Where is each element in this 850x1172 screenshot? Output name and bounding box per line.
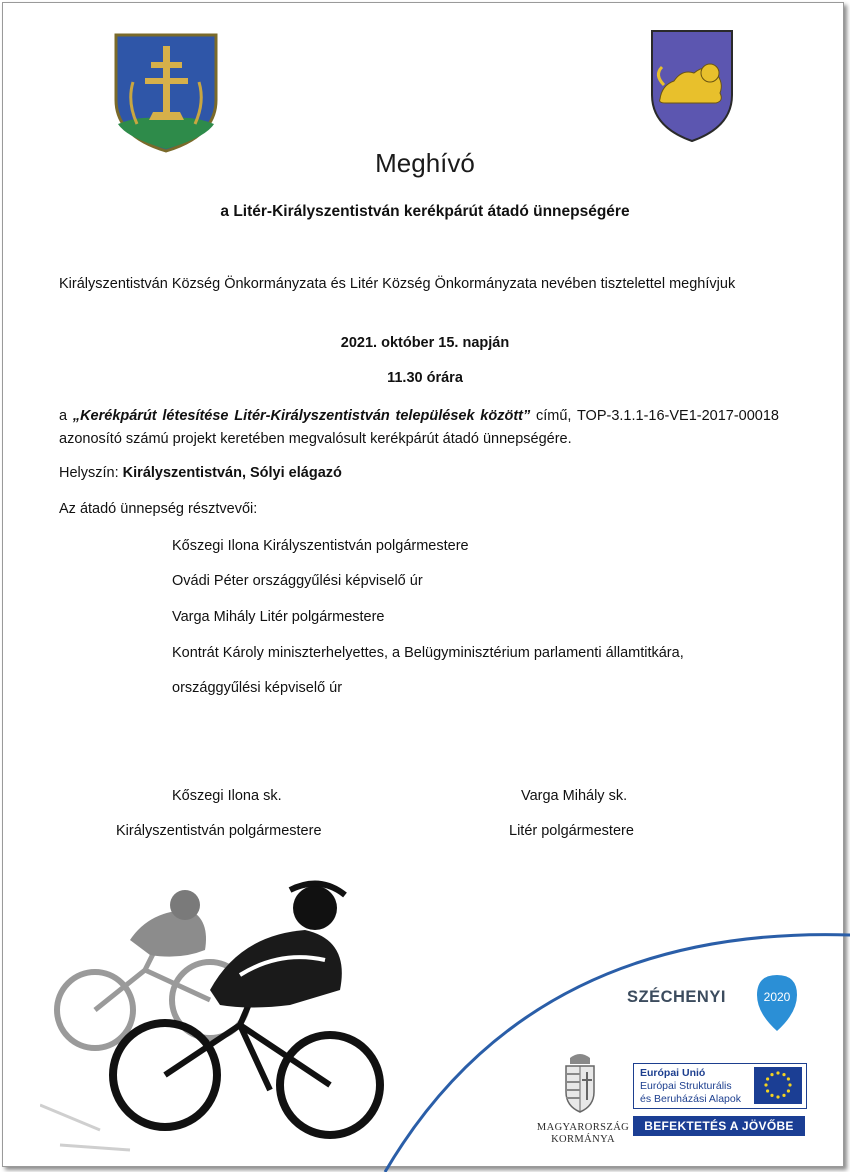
participant-item: Ovádi Péter országgyűlési képviselő úr: [172, 573, 423, 589]
project-paragraph: [59, 405, 779, 451]
eu-flag-icon: [754, 1067, 802, 1104]
government-line2: KORMÁNYA: [551, 1134, 615, 1145]
location-value: Királyszentistván, Sólyi elágazó: [122, 465, 342, 481]
page-title: Meghívó: [375, 148, 475, 178]
participant-item: Kőszegi Ilona Királyszentistván polgármestere: [172, 538, 469, 554]
participant-item: országgyűlési képviselő úr: [172, 680, 343, 696]
szechenyi-year: 2020: [763, 990, 791, 1004]
government-label: [535, 1122, 631, 1146]
szechenyi-label: SZÉCHENYI: [627, 988, 726, 1006]
invest-banner: BEFEKTETÉS A JÖVŐBE: [633, 1116, 805, 1136]
participant-item: Kontrát Károly miniszterhelyettes, a Belügyminisztérium parlamenti államtitkára,: [172, 645, 684, 661]
participants-heading: Az átadó ünnepség résztvevői:: [59, 501, 258, 517]
project-prefix: a: [59, 408, 73, 424]
right-crest-icon: [650, 29, 734, 143]
signature-left-name: Kőszegi Ilona sk.: [172, 788, 282, 804]
eu-line1: Európai Unió: [640, 1067, 706, 1079]
eu-text: [640, 1067, 741, 1106]
eu-line3: és Beruházási Alapok: [640, 1093, 741, 1105]
project-rest: című, TOP-3.1.1-16-VE1-2017-00018 azonosító számú projekt keretében megvalósult kerékpárút átadó ünnepségére.: [59, 408, 779, 447]
event-time: 11.30 órára: [387, 370, 463, 386]
left-crest-icon: [113, 32, 219, 154]
signature-right-name: Varga Mihály sk.: [521, 788, 628, 804]
project-title: „Kerékpárút létesítése Litér-Királyszentistván települések között”: [72, 408, 531, 424]
eu-line2: Európai Strukturális: [640, 1080, 732, 1092]
szechenyi-pin-icon: [755, 973, 799, 1033]
eu-logo-box: [633, 1063, 807, 1109]
intro-paragraph: Királyszentistván Község Önkormányzata és Litér Község Önkormányzata nevében tisztelettel meghívjuk: [59, 276, 736, 292]
signature-right-role: Litér polgármestere: [509, 823, 634, 839]
event-date: 2021. október 15. napján: [340, 335, 510, 351]
cyclists-icon: [40, 880, 400, 1160]
signature-left-role: Királyszentistván polgármestere: [116, 823, 322, 839]
location-label: Helyszín:: [59, 465, 123, 481]
hungary-crest-icon: [560, 1050, 600, 1116]
page-subtitle: a Litér-Királyszentistván kerékpárút átadó ünnepségére: [220, 203, 630, 220]
participant-item: Varga Mihály Litér polgármestere: [172, 609, 385, 625]
location-line: [59, 465, 342, 481]
government-line1: MAGYARORSZÁG: [536, 1122, 630, 1133]
